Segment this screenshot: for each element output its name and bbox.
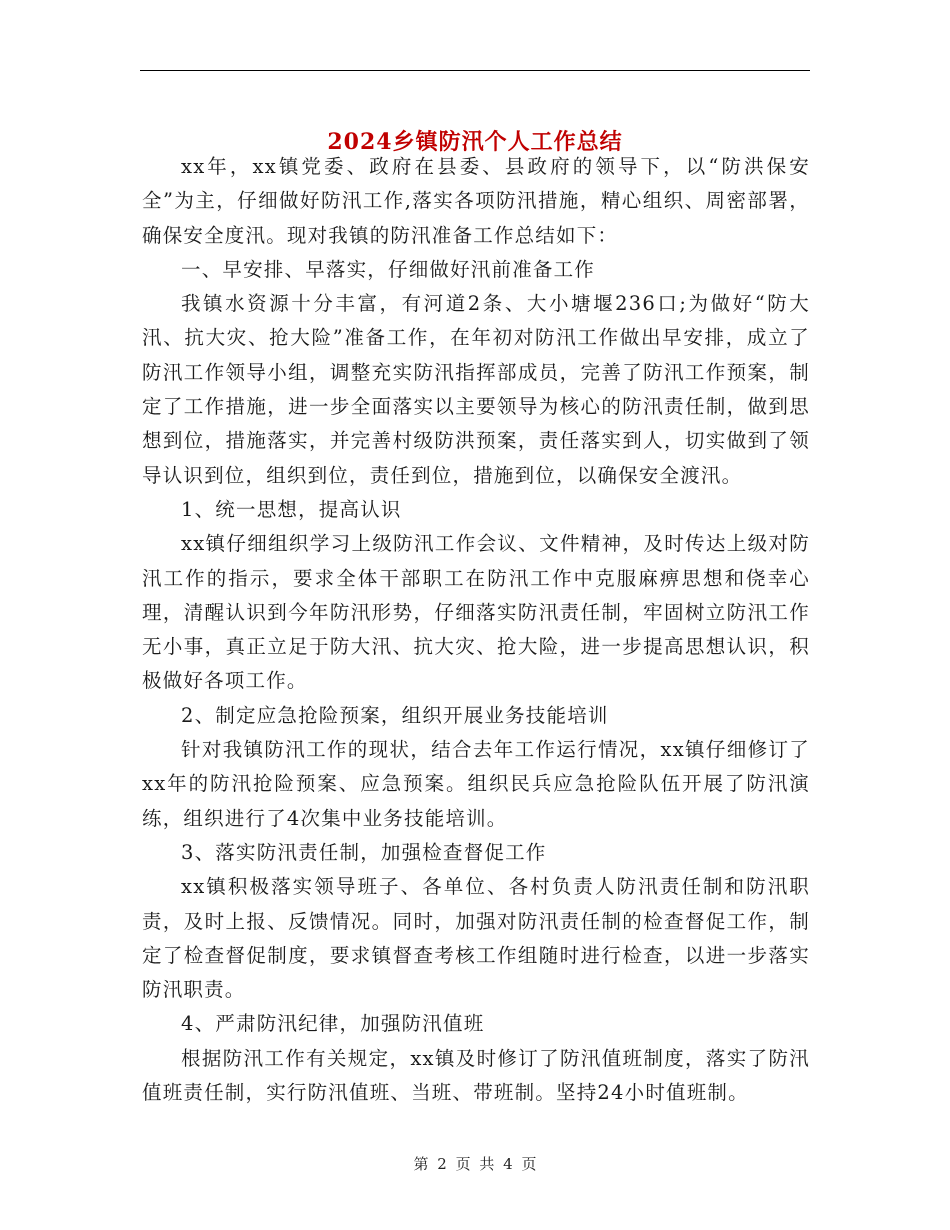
- document-body: [142, 150, 810, 1110]
- paragraph-intro: xx年，xx镇党委、政府在县委、县政府的领导下，以“防洪保安全”为主，仔细做好防汛工作,落实各项防汛措施，精心组织、周密部署，确保安全度汛。现对我镇的防汛准备工作总结如下：: [142, 155, 810, 247]
- document-title: 2024乡镇防汛个人工作总结: [327, 128, 623, 155]
- paragraph-section-1: 我镇水资源十分丰富，有河道2条、大小塘堰236口;为做好“防大汛、抗大灾、抢大险”准备工作，在年初对防汛工作做出早安排，成立了防汛工作领导小组，调整充实防汛指挥部成员，完善了防汛工作预案，制定了工作措施，进一步全面落实以主要领导为核心的防汛责任制，做到思想到位，措施落实，并完善村级防洪预案，责任落实到人，切实做到了领导认识到位，组织到位，责任到位，措施到位，以确保安全渡汛。: [142, 292, 810, 487]
- paragraph-subsection-1: xx镇仔细组织学习上级防汛工作会议、文件精神，及时传达上级对防汛工作的指示，要求全体干部职工在防汛工作中克服麻痹思想和侥幸心理，清醒认识到今年防汛形势，仔细落实防汛责任制，牢固树立防汛工作无小事，真正立足于防大汛、抗大灾、抢大险，进一步提高思想认识，积极做好各项工作。: [142, 532, 810, 693]
- paragraph-subsection-3: xx镇积极落实领导班子、各单位、各村负责人防汛责任制和防汛职责，及时上报、反馈情况。同时，加强对防汛责任制的检查督促工作，制定了检查督促制度，要求镇督查考核工作组随时进行检查，以进一步落实防汛职责。: [142, 875, 810, 1002]
- paragraph-subsection-4: 根据防汛工作有关规定，xx镇及时修订了防汛值班制度，落实了防汛值班责任制，实行防汛值班、当班、带班制。坚持24小时值班制。: [142, 1046, 810, 1105]
- section-heading-1: 一、早安排、早落实，仔细做好汛前准备工作: [181, 257, 596, 281]
- subheading-3: 3、落实防汛责任制，加强检查督促工作: [181, 840, 547, 864]
- subheading-4: 4、严肃防汛纪律，加强防汛值班: [181, 1012, 485, 1036]
- paragraph-subsection-2: 针对我镇防汛工作的现状，结合去年工作运行情况，xx镇仔细修订了xx年的防汛抢险预案、应急预案。组织民兵应急抢险队伍开展了防汛演练，组织进行了4次集中业务技能培训。: [142, 738, 810, 830]
- subheading-1: 1、统一思想，提高认识: [181, 497, 402, 521]
- subheading-2: 2、制定应急抢险预案，组织开展业务技能培训: [181, 703, 609, 727]
- page-number: 第 2 页 共 4 页: [413, 1155, 537, 1173]
- header-rule: [140, 70, 810, 71]
